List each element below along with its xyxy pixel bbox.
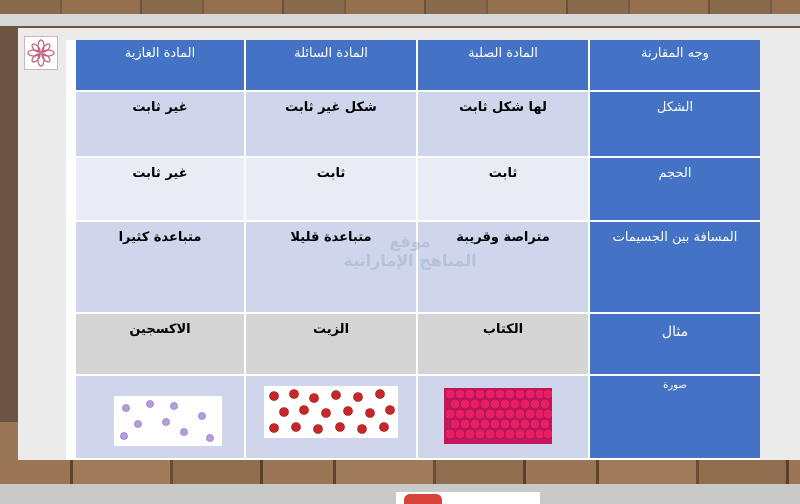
watermark-line1: موقع bbox=[389, 232, 431, 251]
cell-distance-solid: متراصة وقريبة bbox=[418, 222, 588, 312]
row-label-example: مثال bbox=[590, 314, 760, 374]
row-label-volume: الحجم bbox=[590, 158, 760, 220]
header-comparison: وجه المقارنة bbox=[590, 40, 760, 90]
cell-example-liquid: الزيت bbox=[246, 314, 416, 374]
row-label-image: صورة bbox=[590, 376, 760, 458]
header-gas: المادة الغازية bbox=[76, 40, 244, 90]
wood-background-top bbox=[0, 0, 800, 14]
watermark bbox=[340, 232, 480, 282]
header-solid: المادة الصلبة bbox=[418, 40, 588, 90]
previous-slide-strip bbox=[0, 14, 800, 26]
gas-particles-image bbox=[114, 396, 222, 446]
cell-image-solid bbox=[418, 376, 588, 458]
cell-volume-liquid: ثابت bbox=[246, 158, 416, 220]
cell-volume-gas: غير ثابت bbox=[76, 158, 244, 220]
cell-distance-gas: متباعدة كثيرا bbox=[76, 222, 244, 312]
cell-distance-liquid: متباعدة قليلا bbox=[246, 222, 416, 312]
watermark-line2: المناهج الإماراتية bbox=[343, 251, 477, 270]
header-liquid: المادة السائلة bbox=[246, 40, 416, 90]
row-label-shape: الشكل bbox=[590, 92, 760, 156]
cell-volume-solid: ثابت bbox=[418, 158, 588, 220]
liquid-particles-image bbox=[264, 386, 398, 438]
cell-image-gas bbox=[76, 376, 244, 458]
cell-example-gas: الاكسجين bbox=[76, 314, 244, 374]
cell-shape-solid: لها شكل ثابت bbox=[418, 92, 588, 156]
next-slide-thumbnail[interactable] bbox=[396, 492, 540, 504]
logo-icon bbox=[24, 36, 58, 70]
cell-example-solid: الكتاب bbox=[418, 314, 588, 374]
cell-image-liquid bbox=[246, 376, 416, 458]
solid-particles-image bbox=[444, 388, 552, 444]
row-label-distance: المسافة بين الجسيمات bbox=[590, 222, 760, 312]
cell-shape-liquid: شكل غير ثابت bbox=[246, 92, 416, 156]
cell-shape-gas: غير ثابت bbox=[76, 92, 244, 156]
thumbnail-shape bbox=[404, 494, 442, 504]
